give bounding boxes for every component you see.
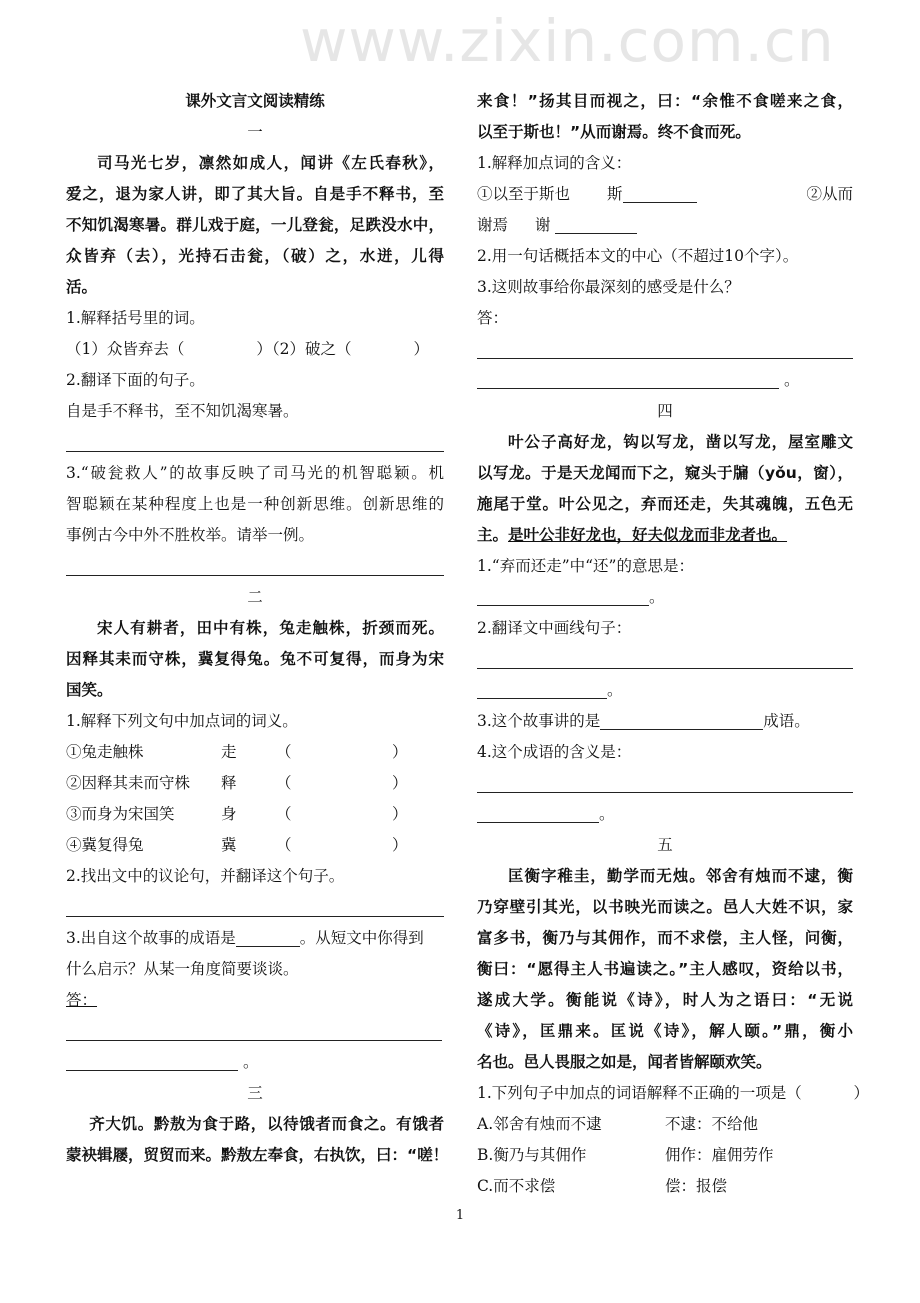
period: 。 — [242, 1053, 259, 1071]
paren-close: ） — [392, 743, 408, 761]
vocab-item — [66, 768, 444, 799]
blank-label: ）（2）破之（ — [256, 340, 352, 358]
passage-line: 因释其耒而守株，冀复得兔。兔不可复得，而身为宋 — [66, 650, 444, 668]
passage-line: 以至于斯也！”从而谢焉。终不食而死。 — [477, 123, 751, 141]
vocab-word: 冀 — [221, 836, 237, 854]
passage-line: 国笑。 — [66, 681, 113, 699]
section-heading-2: 二 — [247, 588, 263, 606]
page-title: 课外文言文阅读精练 — [185, 92, 325, 110]
answer-blank[interactable] — [623, 183, 697, 203]
vocab-item — [66, 799, 444, 830]
question: 1.“弃而还走”中“还”的意思是： — [477, 557, 694, 575]
passage-line: 众皆弃（去），光持石击瓮，（破）之，水迸，儿得 — [66, 247, 444, 265]
paren-open: （ — [276, 743, 292, 761]
question: 1.下列句子中加点的词语解释不正确的一项是（ ） — [477, 1084, 869, 1102]
section-heading-3: 三 — [247, 1084, 263, 1102]
answer-blank[interactable] — [555, 214, 637, 234]
section-heading-4: 四 — [657, 402, 673, 420]
blank-label: ） — [413, 340, 430, 358]
period: 。 — [607, 681, 623, 699]
question-sentence: 自是手不释书，至不知饥渴寒暑。 — [66, 402, 299, 420]
passage-line: 遂成大学。衡能说《诗》，时人为之语曰：“无说 — [477, 991, 853, 1009]
answer-blank[interactable] — [477, 679, 607, 699]
vocab-item: ①以至于斯也 斯 ②从而 — [477, 185, 853, 203]
question: 1.解释加点词的含义： — [477, 154, 632, 172]
period: 。 — [649, 588, 665, 606]
vocab-word: 身 — [221, 805, 237, 823]
answer-blank[interactable] — [477, 586, 649, 606]
question: 3.出自这个故事的成语是 。从短文中你得到 — [66, 929, 424, 947]
question: 4.这个成语的含义是： — [477, 743, 632, 761]
question: 1.解释下列文句中加点词的词义。 — [66, 712, 298, 730]
passage-line: 蒙袂辑屦，贸贸而来。黔敖左奉食，右执饮，曰：“嗟！ — [66, 1146, 449, 1164]
option-b[interactable]: B.衡乃与其佣作 佣作：雇佣劳作 — [477, 1146, 774, 1164]
answer-blank[interactable] — [477, 803, 599, 823]
question: 3.这个故事讲的是 成语。 — [477, 712, 810, 730]
answer-blank[interactable] — [600, 710, 763, 730]
paren-open: （ — [276, 805, 292, 823]
period: 。 — [783, 371, 800, 389]
option-a[interactable]: A.邻舍有烛而不逮 不逮：不给他 — [477, 1115, 759, 1133]
question-blanks — [66, 334, 444, 365]
passage-line: 匡衡字稚圭，勤学而无烛。邻舍有烛而不逮，衡 — [508, 867, 853, 885]
answer-blank[interactable] — [477, 369, 779, 389]
blank-label: （1）众皆弃去（ — [66, 340, 185, 358]
passage-line: 来食！”扬其目而视之，曰：“余惟不食嗟来之食， — [477, 92, 853, 110]
vocab-sentence: ③而身为宋国笑 — [66, 805, 175, 823]
answer-line[interactable] — [66, 1016, 442, 1047]
watermark: www.zixin.com.cn — [300, 7, 835, 75]
passage-line: 叶公子高好龙，钩以写龙，凿以写龙，屋室雕文 — [508, 433, 853, 451]
question: 1.解释括号里的词。 — [66, 309, 205, 327]
vocab-sentence: ②因释其耒而守株 — [66, 774, 191, 792]
answer-blank[interactable] — [66, 1051, 238, 1071]
underlined-sentence: 是叶公非好龙也，好夫似龙而非龙者也。 — [508, 526, 788, 544]
passage-line: 齐大饥。黔敖为食于路，以待饿者而食之。有饿者 — [89, 1115, 444, 1133]
passage-line: 爱之，退为家人讲，即了其大旨。自是手不释书，至 — [66, 185, 444, 203]
answer-line[interactable] — [477, 644, 853, 675]
question: 3.这则故事给你最深刻的感受是什么？ — [477, 278, 740, 296]
vocab-item — [66, 830, 444, 861]
passage-line: 活。 — [66, 278, 98, 296]
section-heading-1: 一 — [247, 123, 263, 141]
question: 2.翻译下面的句子。 — [66, 371, 205, 389]
page-number: 1 — [455, 1208, 465, 1223]
answer-line[interactable] — [66, 551, 444, 582]
passage-line: 以写龙。于是天龙闻而下之，窥头于牖（yǒu，窗）， — [477, 464, 853, 482]
right-column — [477, 86, 869, 1202]
question: 2.找出文中的议论句，并翻译这个句子。 — [66, 867, 345, 885]
vocab-word: 释 — [221, 774, 237, 792]
answer-label: 答： — [477, 309, 509, 327]
vocab-sentence: ①兔走触株 — [66, 743, 144, 761]
passage-line: 司马光七岁，凛然如成人，闻讲《左氏春秋》， — [97, 154, 444, 172]
passage-line: 主。是叶公非好龙也，好夫似龙而非龙者也。 — [477, 526, 788, 544]
answer-line[interactable] — [66, 892, 444, 923]
question: 2.用一句话概括本文的中心（不超过10个字）。 — [477, 247, 799, 265]
passage-line: 名也。邑人畏服之如是，闻者皆解颐欢笑。 — [477, 1053, 772, 1071]
passage-line: 施尾于堂。叶公见之，弃而还走，失其魂魄，五色无 — [477, 495, 853, 513]
left-column — [66, 86, 449, 1171]
vocab-word: 走 — [221, 743, 237, 761]
answer-blank[interactable] — [236, 927, 300, 947]
option-c[interactable]: C.而不求偿 偿：报偿 — [477, 1177, 728, 1195]
vocab-sentence: ④冀复得兔 — [66, 836, 144, 854]
passage-line: 衡曰：“愿得主人书遍读之。”主人感叹，资给以书， — [477, 960, 853, 978]
passage-line: 宋人有耕者，田中有株，兔走触株，折颈而死。 — [97, 619, 444, 637]
answer-line[interactable] — [66, 427, 444, 458]
question: 事例古今中外不胜枚举。请举一例。 — [66, 526, 315, 544]
answer-line[interactable] — [477, 334, 853, 365]
vocab-item: 谢焉 谢 — [477, 210, 853, 241]
vocab-item — [66, 737, 444, 768]
period: 。 — [599, 805, 615, 823]
paren-open: （ — [276, 836, 292, 854]
paren-open: （ — [276, 774, 292, 792]
question: 智聪颖在某种程度上也是一种创新思维。创新思维的 — [66, 495, 444, 513]
question: 3.“破瓮救人”的故事反映了司马光的机智聪颖。机 — [66, 464, 444, 482]
question: 什么启示？从某一角度简要谈谈。 — [66, 960, 299, 978]
paren-close: ） — [392, 774, 408, 792]
section-heading-5: 五 — [657, 836, 673, 854]
passage-line: 不知饥渴寒暑。群儿戏于庭，一儿登瓮，足跌没水中， — [66, 216, 444, 234]
answer-line[interactable] — [477, 768, 853, 799]
paren-close: ） — [392, 805, 408, 823]
paren-close: ） — [392, 836, 408, 854]
passage-line: 乃穿壁引其光，以书映光而读之。邑人大姓不识，家 — [477, 898, 853, 916]
passage-line: 富多书，衡乃与其佣作，而不求偿，主人怪，问衡， — [477, 929, 853, 947]
answer-label: 答： — [66, 991, 98, 1009]
question: 2.翻译文中画线句子： — [477, 619, 632, 637]
passage-line: 《诗》，匡鼎来。匡说《诗》，解人颐。”鼎，衡小 — [477, 1022, 853, 1040]
